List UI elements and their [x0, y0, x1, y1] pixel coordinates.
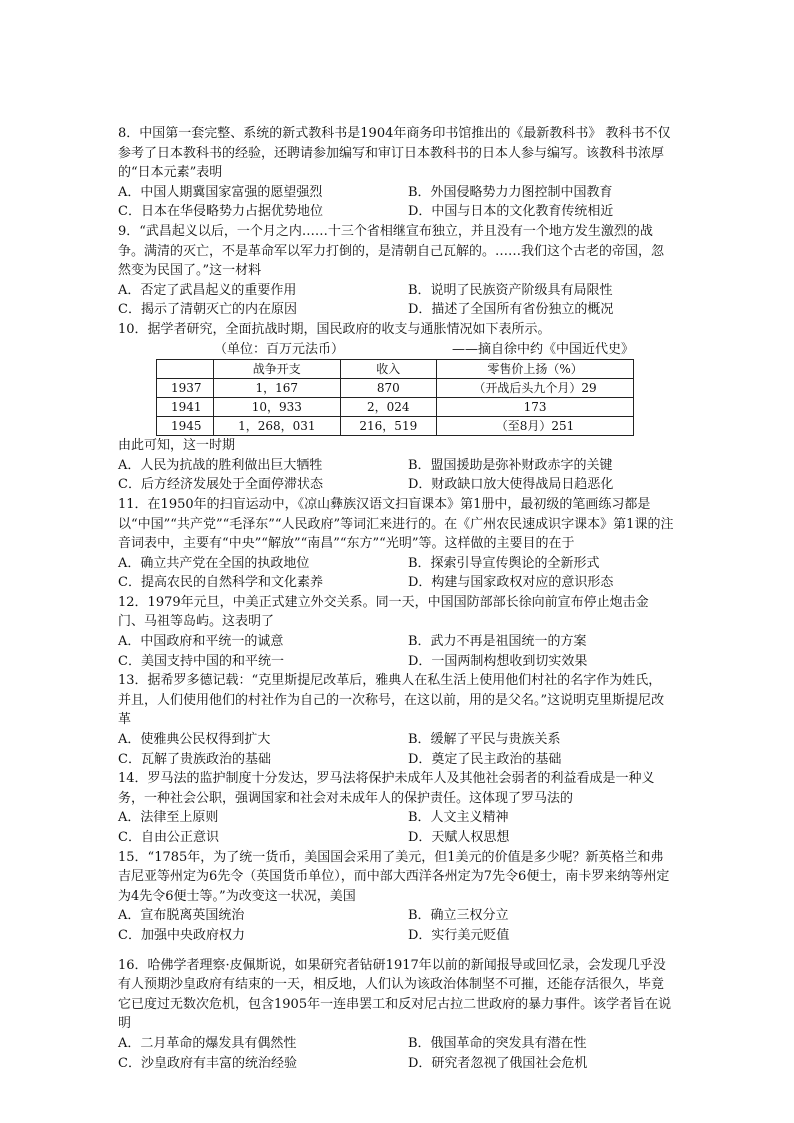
option-list	[118, 183, 674, 222]
option-list	[118, 632, 674, 671]
option-list	[118, 906, 674, 945]
option-a: A．否定了武昌起义的重要作用	[118, 282, 297, 298]
option-list	[118, 554, 674, 593]
option-c: C．日本在华侵略势力占据优势地位	[118, 204, 323, 220]
question-stem: 13．据希罗多德记载：“克里斯提尼改革后，雅典人在私生活上使用他们村社的名字作为姓氏，并且，人们使用他们的村社作为自己的一次称号，在这以前，用的是父名。”这说明克里斯提尼改革	[118, 673, 665, 728]
table-cell: （开战后头九个月）29	[437, 379, 634, 398]
option-b: B．说明了民族资产阶级具有局限性	[408, 282, 613, 298]
table-cell: 1，268，031	[214, 417, 341, 436]
question-stem: 12．1979年元旦，中美正式建立外交关系。同一天，中国国防部部长徐向前宣布停止炮击金门、马祖等岛屿。这表明了	[118, 594, 649, 630]
option-b: B．缓解了平民与贵族关系	[408, 732, 561, 748]
table-cell: （至8月）251	[437, 417, 634, 436]
option-b: B．确立三权分立	[408, 908, 509, 924]
table-unit: （单位：百万元法币）	[214, 341, 345, 357]
table-cell: 1，167	[214, 379, 341, 398]
table-header-cell	[157, 360, 214, 379]
option-d: D．描述了全国所有省份独立的概况	[408, 302, 614, 318]
option-a: A．法律至上原则	[118, 810, 219, 826]
option-a: A．使雅典公民权得到扩大	[118, 732, 271, 748]
option-a: A．确立共产党在全国的执政地位	[118, 555, 310, 571]
option-b: B．外国侵略势力力图控制中国教育	[408, 184, 613, 200]
table-cell: 870	[340, 379, 436, 398]
table-header-cell: 零售价上扬（%）	[437, 360, 634, 379]
option-c: C．沙皇政府有丰富的统治经验	[118, 1055, 297, 1071]
option-d: D．构建与国家政权对应的意识形态	[408, 575, 614, 591]
option-d: D．研究者忽视了俄国社会危机	[408, 1055, 588, 1071]
finance-table	[156, 359, 634, 436]
option-list	[118, 281, 674, 320]
question-stem: 11．在1950年的扫盲运动中，《凉山彝族汉语文扫盲课本》第1册中，最初级的笔画练习都是以“中国”“共产党”“毛泽东”“人民政府”等词汇来进行的。在《广州农民速成识字课本》第1课的注音词表中，主要有“中央”“解放”“南昌”“东方”“光明”等。这样做的主要目的在于	[118, 496, 674, 552]
table-cell: 216，519	[340, 417, 436, 436]
option-d: D．天赋人权思想	[408, 830, 510, 845]
question-8	[118, 124, 674, 222]
table-header-row	[157, 360, 634, 379]
table-source: ——摘自徐中约《中国近代史》	[451, 341, 634, 357]
option-a: A．宣布脱离英国统治	[118, 908, 245, 924]
option-b: B．探索引导宣传舆论的全新形式	[408, 555, 600, 571]
option-a: A．中国人期冀国家富强的愿望强烈	[118, 184, 323, 200]
table-row	[157, 417, 634, 436]
table-cell: 1945	[157, 417, 214, 436]
question-15	[118, 848, 674, 946]
table-header-cell: 收入	[340, 360, 436, 379]
option-d: D．中国与日本的文化教育传统相近	[408, 204, 614, 220]
option-a: A．人民为抗战的胜利做出巨大牺牲	[118, 457, 323, 473]
table-row	[157, 379, 634, 398]
question-13	[118, 671, 674, 769]
option-c: C．美国支持中国的和平统一	[118, 653, 284, 669]
option-d: D．一国两制构想收到切实效果	[408, 653, 588, 669]
option-a: A．中国政府和平统一的诚意	[118, 634, 284, 650]
table-row	[157, 398, 634, 417]
table-caption	[118, 340, 674, 360]
option-c: C．加强中央政府权力	[118, 927, 245, 943]
option-list	[118, 1034, 674, 1073]
table-cell: 1941	[157, 398, 214, 417]
question-9	[118, 222, 674, 320]
option-b: B．人文主义精神	[408, 810, 509, 826]
question-stem: 16．哈佛学者理察·皮佩斯说，如果研究者钻研1917年以前的新闻报导或回忆录，会发现几乎没有人预期沙皇政府有结束的一天，相反地，人们认为该政治体制坚不可摧，还能存活很久，毕竟它已度过无数次危机，包含1905年一连串罢工和反对尼古拉二世政府的暴力事件。该学者旨在说明	[118, 957, 672, 1032]
option-a: A．二月革命的爆发具有偶然性	[118, 1035, 297, 1051]
question-stem: 14．罗马法的监护制度十分发达，罗马法将保护未成年人及其他社会弱者的利益看成是一种义务，一种社会公职，强调国家和社会对未成年人的保护责任。这体现了罗马法的	[118, 771, 655, 806]
question-stem: 10．据学者研究，全面抗战时期，国民政府的收支与通胀情况如下表所示。	[118, 321, 551, 337]
option-c: C．瓦解了贵族政治的基础	[118, 751, 271, 767]
question-12	[118, 593, 674, 671]
question-10	[118, 320, 674, 495]
exam-page	[118, 124, 674, 1073]
option-b: B．盟国援助是弥补财政赤字的关键	[408, 457, 613, 473]
table-header-cell: 战争开支	[214, 360, 341, 379]
question-tail: 由此可知，这一时期	[118, 438, 236, 454]
option-list	[118, 730, 674, 769]
table-cell: 2，024	[340, 398, 436, 417]
option-c: C．自由公正意识	[118, 830, 219, 845]
option-d: D．财政缺口放大使得战局日趋恶化	[408, 477, 614, 493]
question-14	[118, 769, 674, 847]
option-b: B．俄国革命的突发具有潜在性	[408, 1035, 587, 1051]
spacer	[118, 946, 674, 956]
table-cell: 1937	[157, 379, 214, 398]
option-d: D．奠定了民主政治的基础	[408, 751, 562, 767]
question-16	[118, 956, 674, 1074]
option-b: B．武力不再是祖国统一的方案	[408, 634, 587, 650]
question-stem: 15．“1785年，为了统一货币，美国国会采用了美元，但1美元的价值是多少呢？新英格兰和弗吉尼亚等州定为6先令（英国货币单位），而中部大西洋各州定为7先令6便士，南卡罗来纳等州定为4先令6便士等。”为改变这一状况，美国	[118, 849, 670, 904]
option-list	[118, 456, 674, 495]
option-list	[118, 808, 674, 847]
option-d: D．实行美元贬值	[408, 927, 510, 943]
option-c: C．提高农民的自然科学和文化素养	[118, 575, 323, 591]
table-cell: 173	[437, 398, 634, 417]
table-cell: 10，933	[214, 398, 341, 417]
question-stem: 9．“武昌起义以后，一个月之内……十三个省相继宣布独立，并且没有一个地方发生激烈的战争。满清的灭亡，不是革命军以军力打倒的，是清朝自己瓦解的。……我们这个古老的帝国，忽然变为民国了。”这一材料	[118, 223, 665, 279]
question-stem: 8．中国第一套完整、系统的新式教科书是1904年商务印书馆推出的《最新教科书》 教科书不仅参考了日本教科书的经验，还聘请参加编写和审订日本教科书的日本人参与编写。该教科书浓厚的“日本元素”表明	[118, 126, 671, 181]
option-c: C．后方经济发展处于全面停滞状态	[118, 477, 323, 493]
question-11	[118, 495, 674, 593]
option-c: C．揭示了清朝灭亡的内在原因	[118, 302, 297, 318]
